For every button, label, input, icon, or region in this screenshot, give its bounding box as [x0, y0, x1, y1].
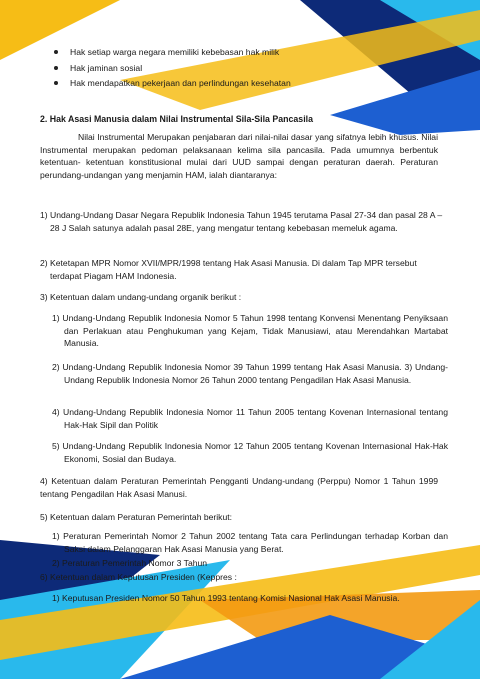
list-item-5: 5) Ketentuan dalam Peraturan Pemerintah berikut: — [40, 512, 233, 522]
bullet-item: Hak setiap warga negara memiliki kebebasan hak milik — [52, 46, 291, 62]
list-item-6: 6) Ketentuan dalam Keputusan Presiden (Keppres : — [40, 572, 237, 582]
list-item-4: 4) Ketentuan dalam Peraturan Pemerintah Pengganti Undang-undang (Perppu) Nomor 1 Tahun 1999 tentang Pengadilan Hak Asasi Manusi. — [40, 476, 438, 499]
sublist-item-6-1: 1) Keputusan Presiden Nomor 50 Tahun 1993 tentang Komisi Nasional Hak Asasi Manusia. — [52, 593, 400, 603]
sublist-item-5-1: 1) Peraturan Pemerintah Nomor 2 Tahun 2002 tentang Tata cara Perlindungan terhadap Korban dan Saksi dalam Pelanggaran Hak Asasi Manusia yang Berat. — [52, 531, 448, 554]
sublist-item-3-4: 4) Undang-Undang Republik Indonesia Nomor 11 Tahun 2005 tentang Kovenan Internasional tentang Hak-Hak Sipil dan Politik — [52, 407, 448, 430]
bullet-list — [52, 46, 291, 93]
intro-paragraph: Nilai Instrumental Merupakan penjabaran dari nilai-nilai dasar yang sifatnya lebih khusus. Nilai Instrumental merupakan pedoman pelaksanaan kelima sila pancasila. Pada umumnya berbentuk ketentuan- ketentuan konstitusional mulai dari UUD sampai dengan peraturan daerah. Peraturan perundang-undangan yang menjamin HAM, ialah diantaranya: — [40, 132, 438, 180]
list-item-1: 1) Undang-Undang Dasar Negara Republik Indonesia Tahun 1945 terutama Pasal 27-34 dan pasal 28 A – 28 J Salah satunya adalah pasal 28E, yang mengatur tentang kebebasan memeluk agama. — [40, 210, 443, 233]
bullet-item: Hak mendapatkan pekerjaan dan perlindungan kesehatan — [52, 77, 291, 93]
sublist-item-5-2: 2) Peraturan Pemerintah Nomor 3 Tahun — [52, 558, 208, 568]
sublist-item-3-2: 2) Undang-Undang Republik Indonesia Nomor 39 Tahun 1999 tentang Hak Asasi Manusia. 3) Undang-Undang Republik Indonesia Nomor 26 Tahun 2000 tentang Pengadilan Hak Asasi Manusia. — [52, 362, 448, 385]
sublist-item-3-1: 1) Undang-Undang Republik Indonesia Nomor 5 Tahun 1998 tentang Konvensi Menentang Penyiksaan dan Perlakuan atau Penghukuman yang Kejam, Tidak Manusiawi, atau Merendahkan Martabat Manusia. — [52, 313, 448, 349]
sublist-item-3-5: 5) Undang-Undang Republik Indonesia Nomor 12 Tahun 2005 tentang Kovenan Internasional Hak-Hak Ekonomi, Sosial dan Budaya. — [52, 441, 448, 464]
bullet-item: Hak jaminan sosial — [52, 62, 291, 78]
list-item-3: 3) Ketentuan dalam undang-undang organik berikut : — [40, 292, 242, 302]
list-item-2: 2) Ketetapan MPR Nomor XVII/MPR/1998 tentang Hak Asasi Manusia. Di dalam Tap MPR tersebut terdapat Piagam HAM Indonesia. — [40, 258, 417, 281]
section-heading: 2. Hak Asasi Manusia dalam Nilai Instrumental Sila-Sila Pancasila — [40, 114, 313, 124]
